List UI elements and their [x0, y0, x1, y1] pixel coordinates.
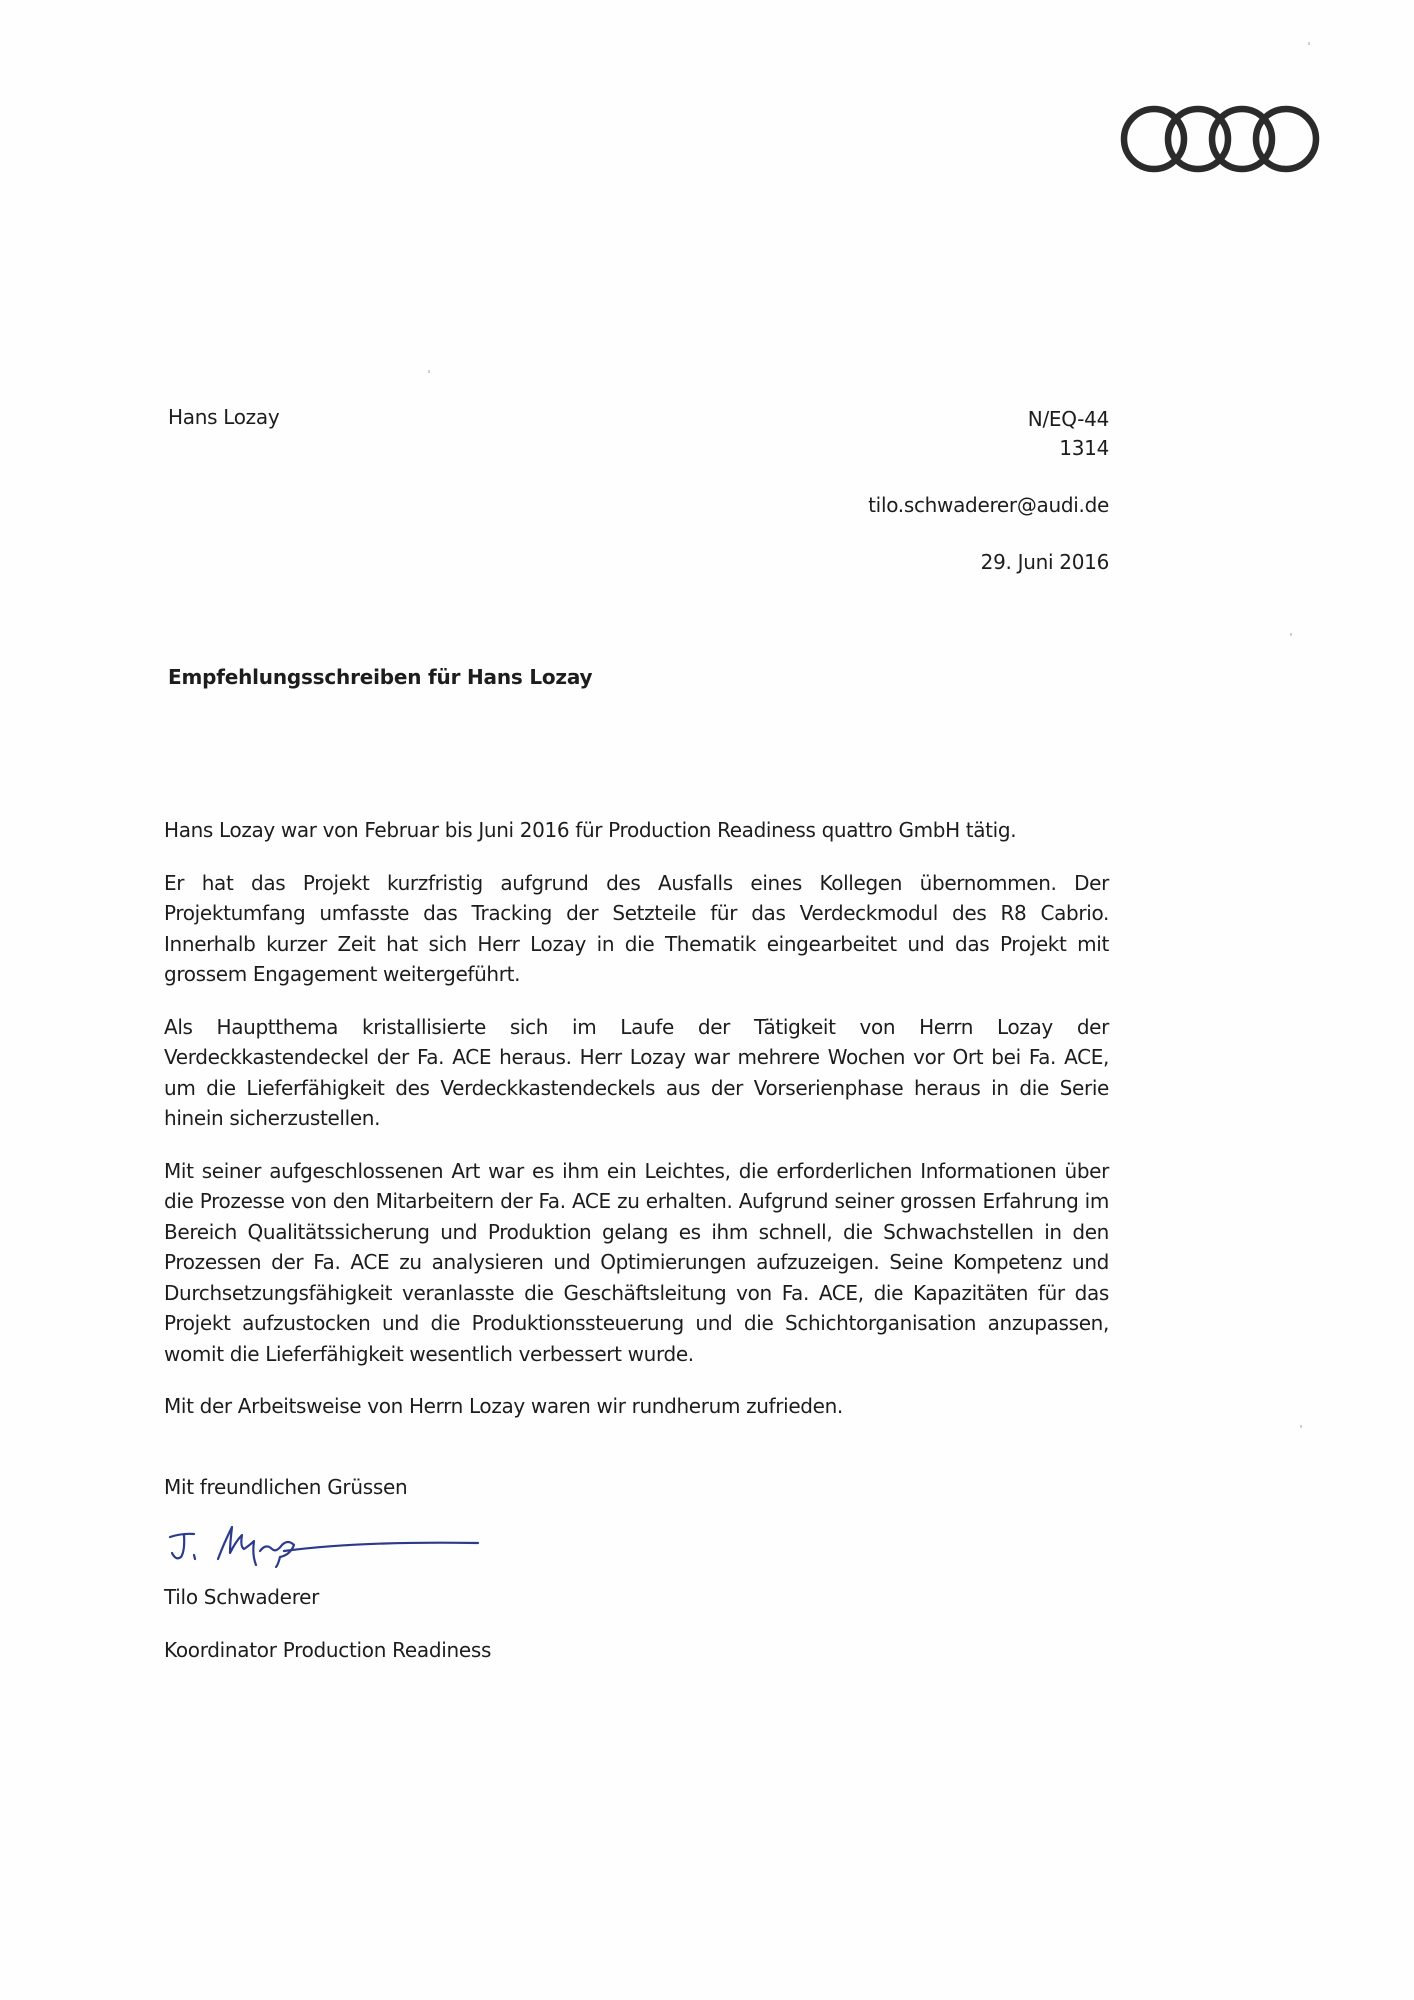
- paragraph-employment: Hans Lozay war von Februar bis Juni 2016 für Production Readiness quattro GmbH tätig.: [164, 818, 1017, 842]
- spacer: [868, 520, 1109, 548]
- spacer: [868, 463, 1109, 491]
- letter-body: [164, 815, 1109, 1444]
- paragraph-project: Er hat das Projekt kurzfristig aufgrund des Ausfalls eines Kollegen übernommen. Der Projektumfang umfasste das Tracking der Setzteile für das Verdeckmodul des R8 Cabrio. Innerhalb kurzer Zeit hat sich Herr Lozay in die Thematik eingearbeitet und das Projekt mit grossem Engagement weitergeführt.: [164, 870, 1109, 986]
- signature-icon: [160, 1515, 490, 1575]
- scan-speck: [1308, 42, 1310, 45]
- letter-date: 29. Juni 2016: [980, 550, 1109, 574]
- paragraph-conclusion: Mit der Arbeitsweise von Herrn Lozay waren wir rundherum zufrieden.: [164, 1394, 843, 1418]
- signer-name: Tilo Schwaderer: [164, 1585, 320, 1609]
- audi-ring-4: [1256, 109, 1316, 169]
- signature-stroke-tail: [260, 1542, 294, 1567]
- scan-speck: [1290, 633, 1292, 636]
- reference-block: [868, 405, 1109, 577]
- scan-speck: [1300, 1425, 1302, 1428]
- paragraph-skills: Mit seiner aufgeschlossenen Art war es ihm ein Leichtes, die erforderlichen Informationen über die Prozesse von den Mitarbeitern der Fa. ACE zu erhalten. Aufgrund seiner grossen Erfahrung im Bereich Qualitätssicherung und Produktion gelang es ihm schnell, die Schwachstellen in den Prozessen der Fa. ACE zu analysieren und Optimierungen aufzuzeigen. Seine Kompetenz und Durchsetzungsfähigkeit veranlasste die Geschäftsleitung von Fa. ACE, die Kapazitäten für das Projekt aufzustocken und die Produktionssteuerung und die Schichtorganisation anzupassen, womit die Lieferfähigkeit wesentlich verbessert wurde.: [164, 1158, 1109, 1366]
- audi-logo-icon: [1118, 104, 1324, 174]
- scan-speck: [428, 370, 430, 373]
- signature-stroke-dot: [194, 1555, 195, 1559]
- sender-email: tilo.schwaderer@audi.de: [868, 493, 1109, 517]
- signature-stroke-j: [170, 1534, 194, 1559]
- letter-subject: Empfehlungsschreiben für Hans Lozay: [168, 665, 593, 689]
- recipient-name: Hans Lozay: [168, 405, 280, 429]
- signature-stroke-line: [284, 1543, 478, 1551]
- department-code: N/EQ-44: [1027, 407, 1109, 431]
- signer-title: Koordinator Production Readiness: [164, 1638, 492, 1662]
- paragraph-main-topic: Als Hauptthema kristallisierte sich im Laufe der Tätigkeit von Herrn Lozay der Verdeckkastendeckel der Fa. ACE heraus. Herr Lozay war mehrere Wochen vor Ort bei Fa. ACE, um die Lieferfähigkeit des Verdeckkastendeckels aus der Vorserienphase heraus in die Serie hinein sicherzustellen.: [164, 1014, 1109, 1130]
- signature-stroke-main: [218, 1527, 256, 1565]
- phone-extension: 1314: [1059, 436, 1109, 460]
- closing-salutation: Mit freundlichen Grüssen: [164, 1475, 408, 1499]
